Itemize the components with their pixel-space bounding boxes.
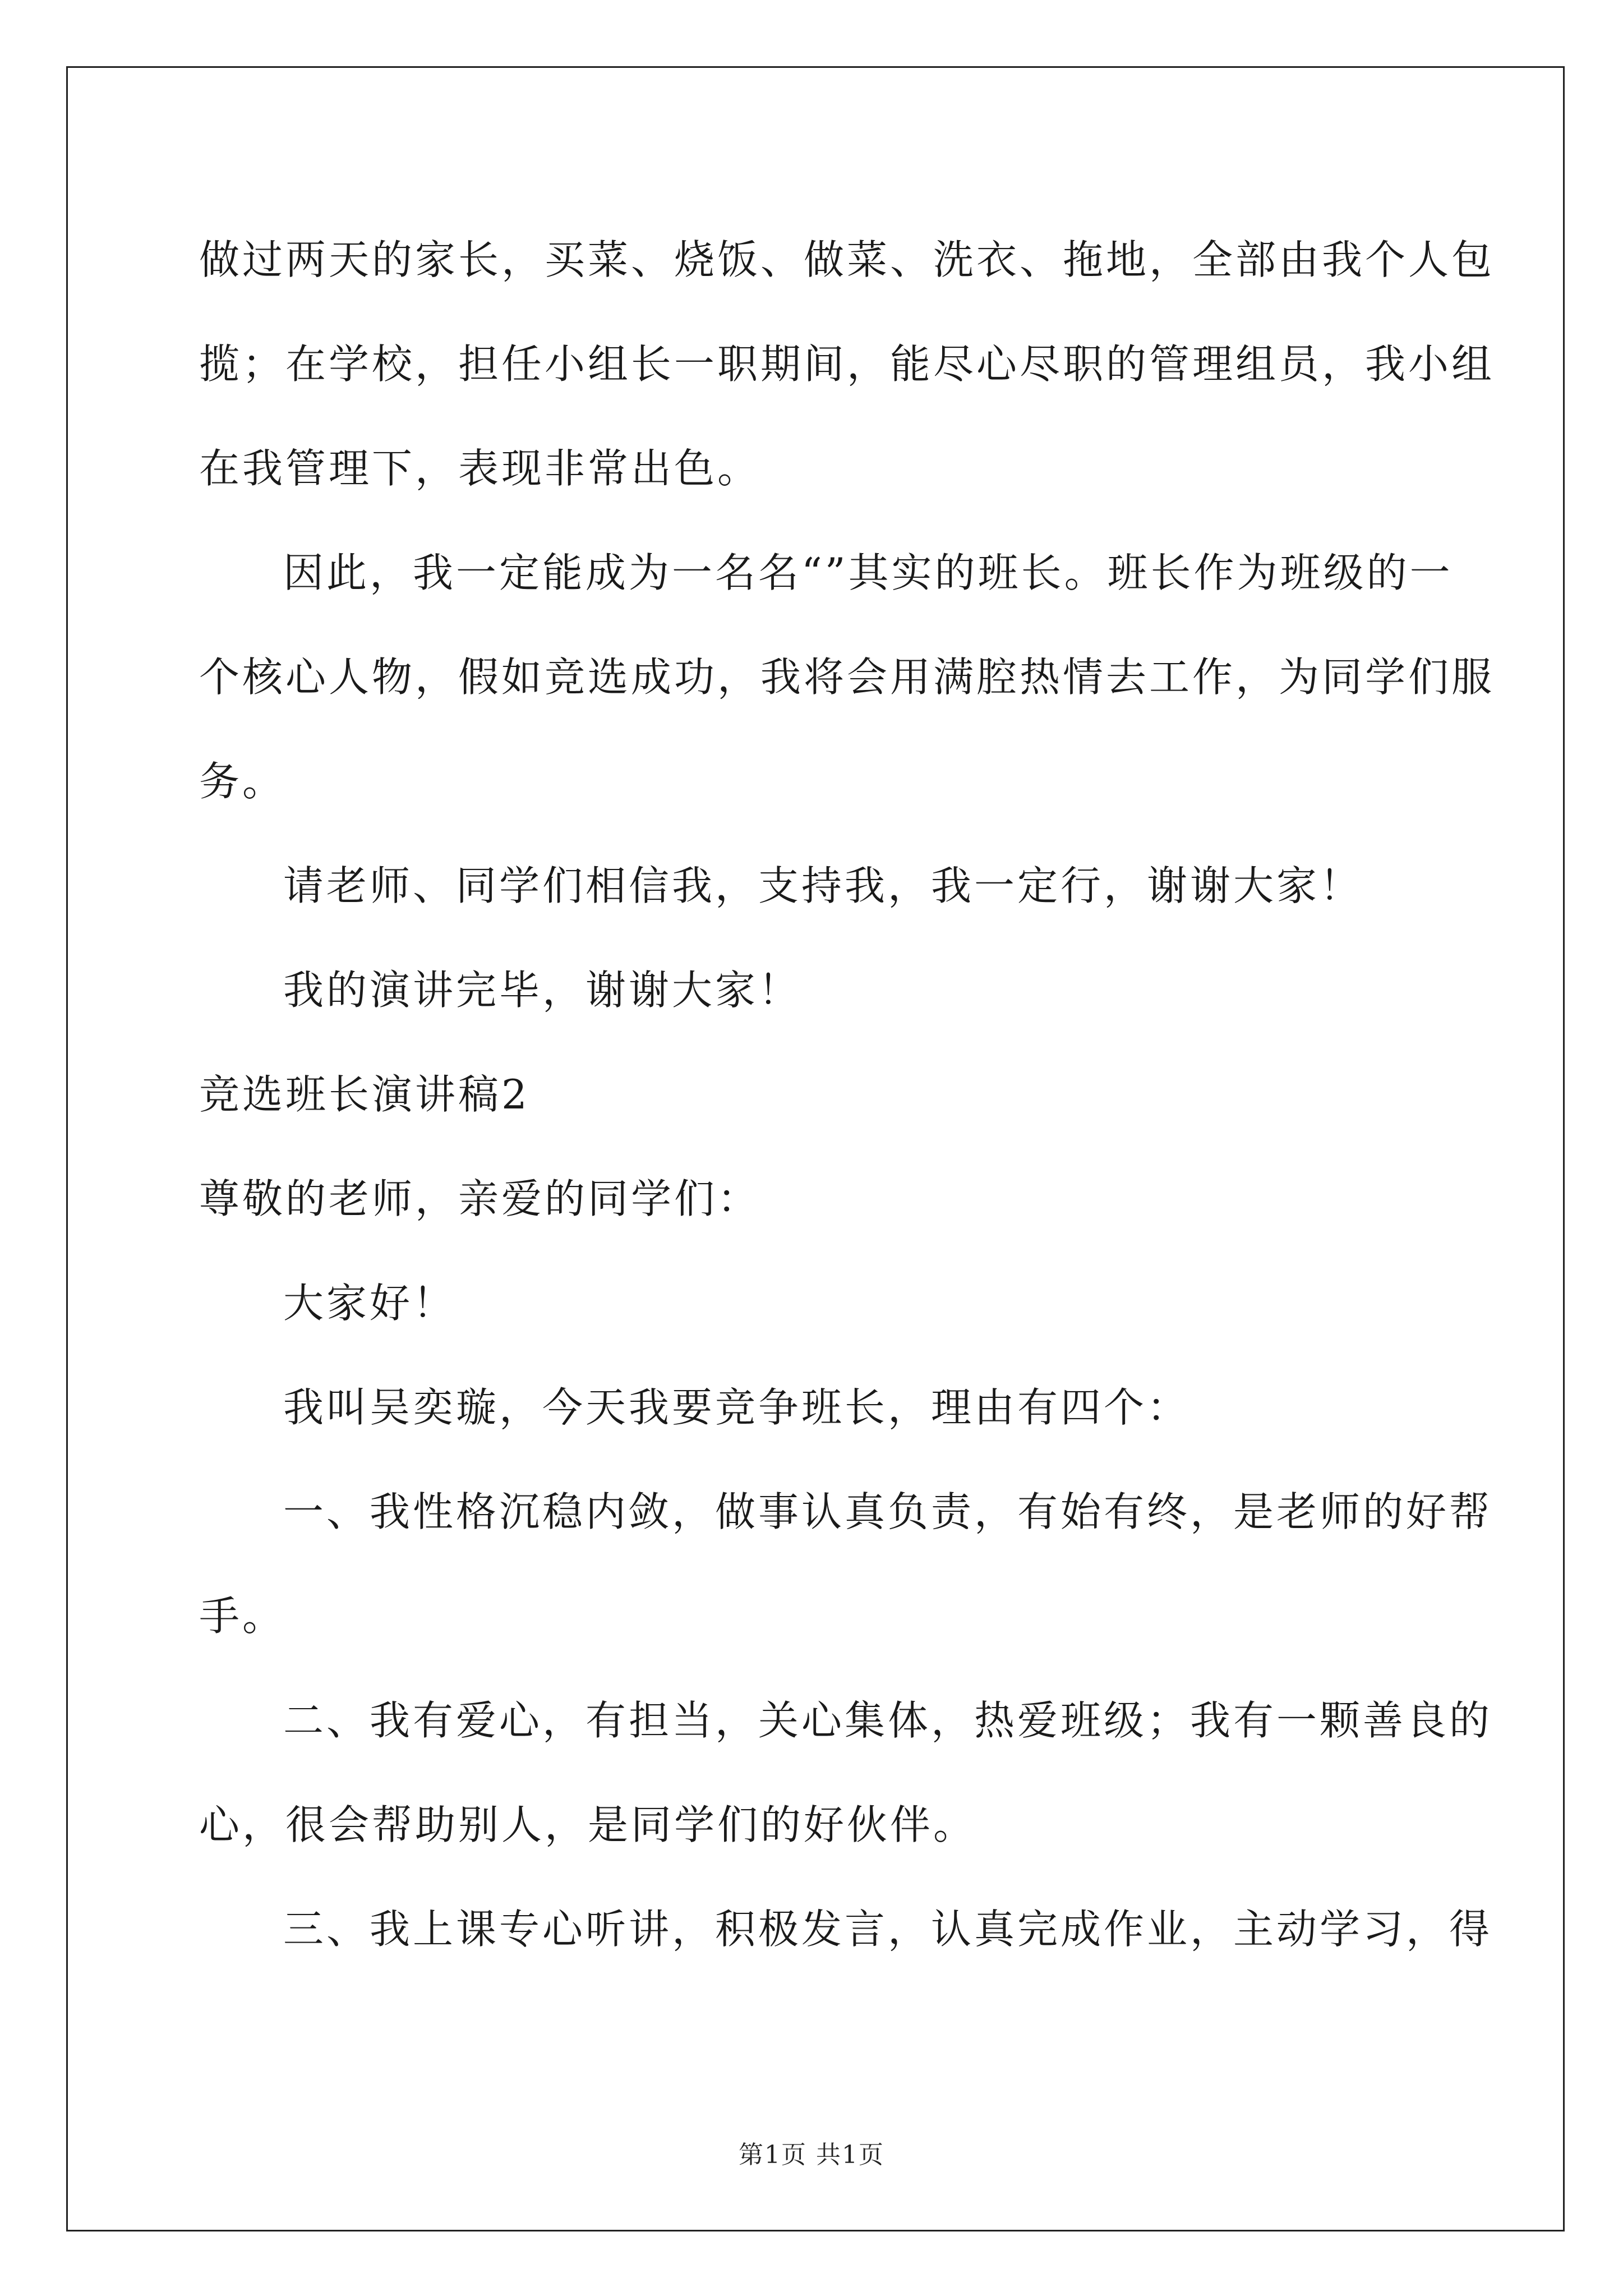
text-line: 我叫吴奕璇，今天我要竞争班长，理由有四个： xyxy=(283,1384,1191,1431)
text-line: 手。 xyxy=(199,1593,286,1640)
text-line: 二、我有爱心，有担当，关心集体，热爱班级；我有一颗善良的 xyxy=(283,1697,1493,1744)
text-line: 三、我上课专心听讲，积极发言，认真完成作业，主动学习，得 xyxy=(283,1906,1493,1953)
section-heading: 竞选班长演讲稿2 xyxy=(199,1071,530,1118)
text-line: 心，很会帮助别人，是同学们的好伙伴。 xyxy=(199,1801,977,1848)
text-line: 请老师、同学们相信我，支持我，我一定行，谢谢大家！ xyxy=(283,862,1363,909)
text-line: 务。 xyxy=(199,758,286,805)
text-line: 大家好！ xyxy=(283,1280,457,1327)
salutation: 尊敬的老师，亲爱的同学们： xyxy=(199,1175,761,1222)
text-line: 做过两天的家长，买菜、烧饭、做菜、洗衣、拖地，全部由我个人包 xyxy=(199,236,1495,283)
text-line: 个核心人物，假如竞选成功，我将会用满腔热情去工作，为同学们服 xyxy=(199,654,1495,701)
text-line: 揽；在学校，担任小组长一职期间，能尽心尽职的管理组员，我小组 xyxy=(199,341,1495,388)
page-footer: 第1页 共1页 xyxy=(739,2141,884,2169)
text-line: 我的演讲完毕，谢谢大家！ xyxy=(283,967,802,1014)
text-line: 一、我性格沉稳内敛，做事认真负责，有始有终，是老师的好帮 xyxy=(283,1488,1493,1535)
text-line: 因此，我一定能成为一名名“”其实的班长。班长作为班级的一 xyxy=(283,549,1453,596)
text-line: 在我管理下，表现非常出色。 xyxy=(199,445,761,492)
